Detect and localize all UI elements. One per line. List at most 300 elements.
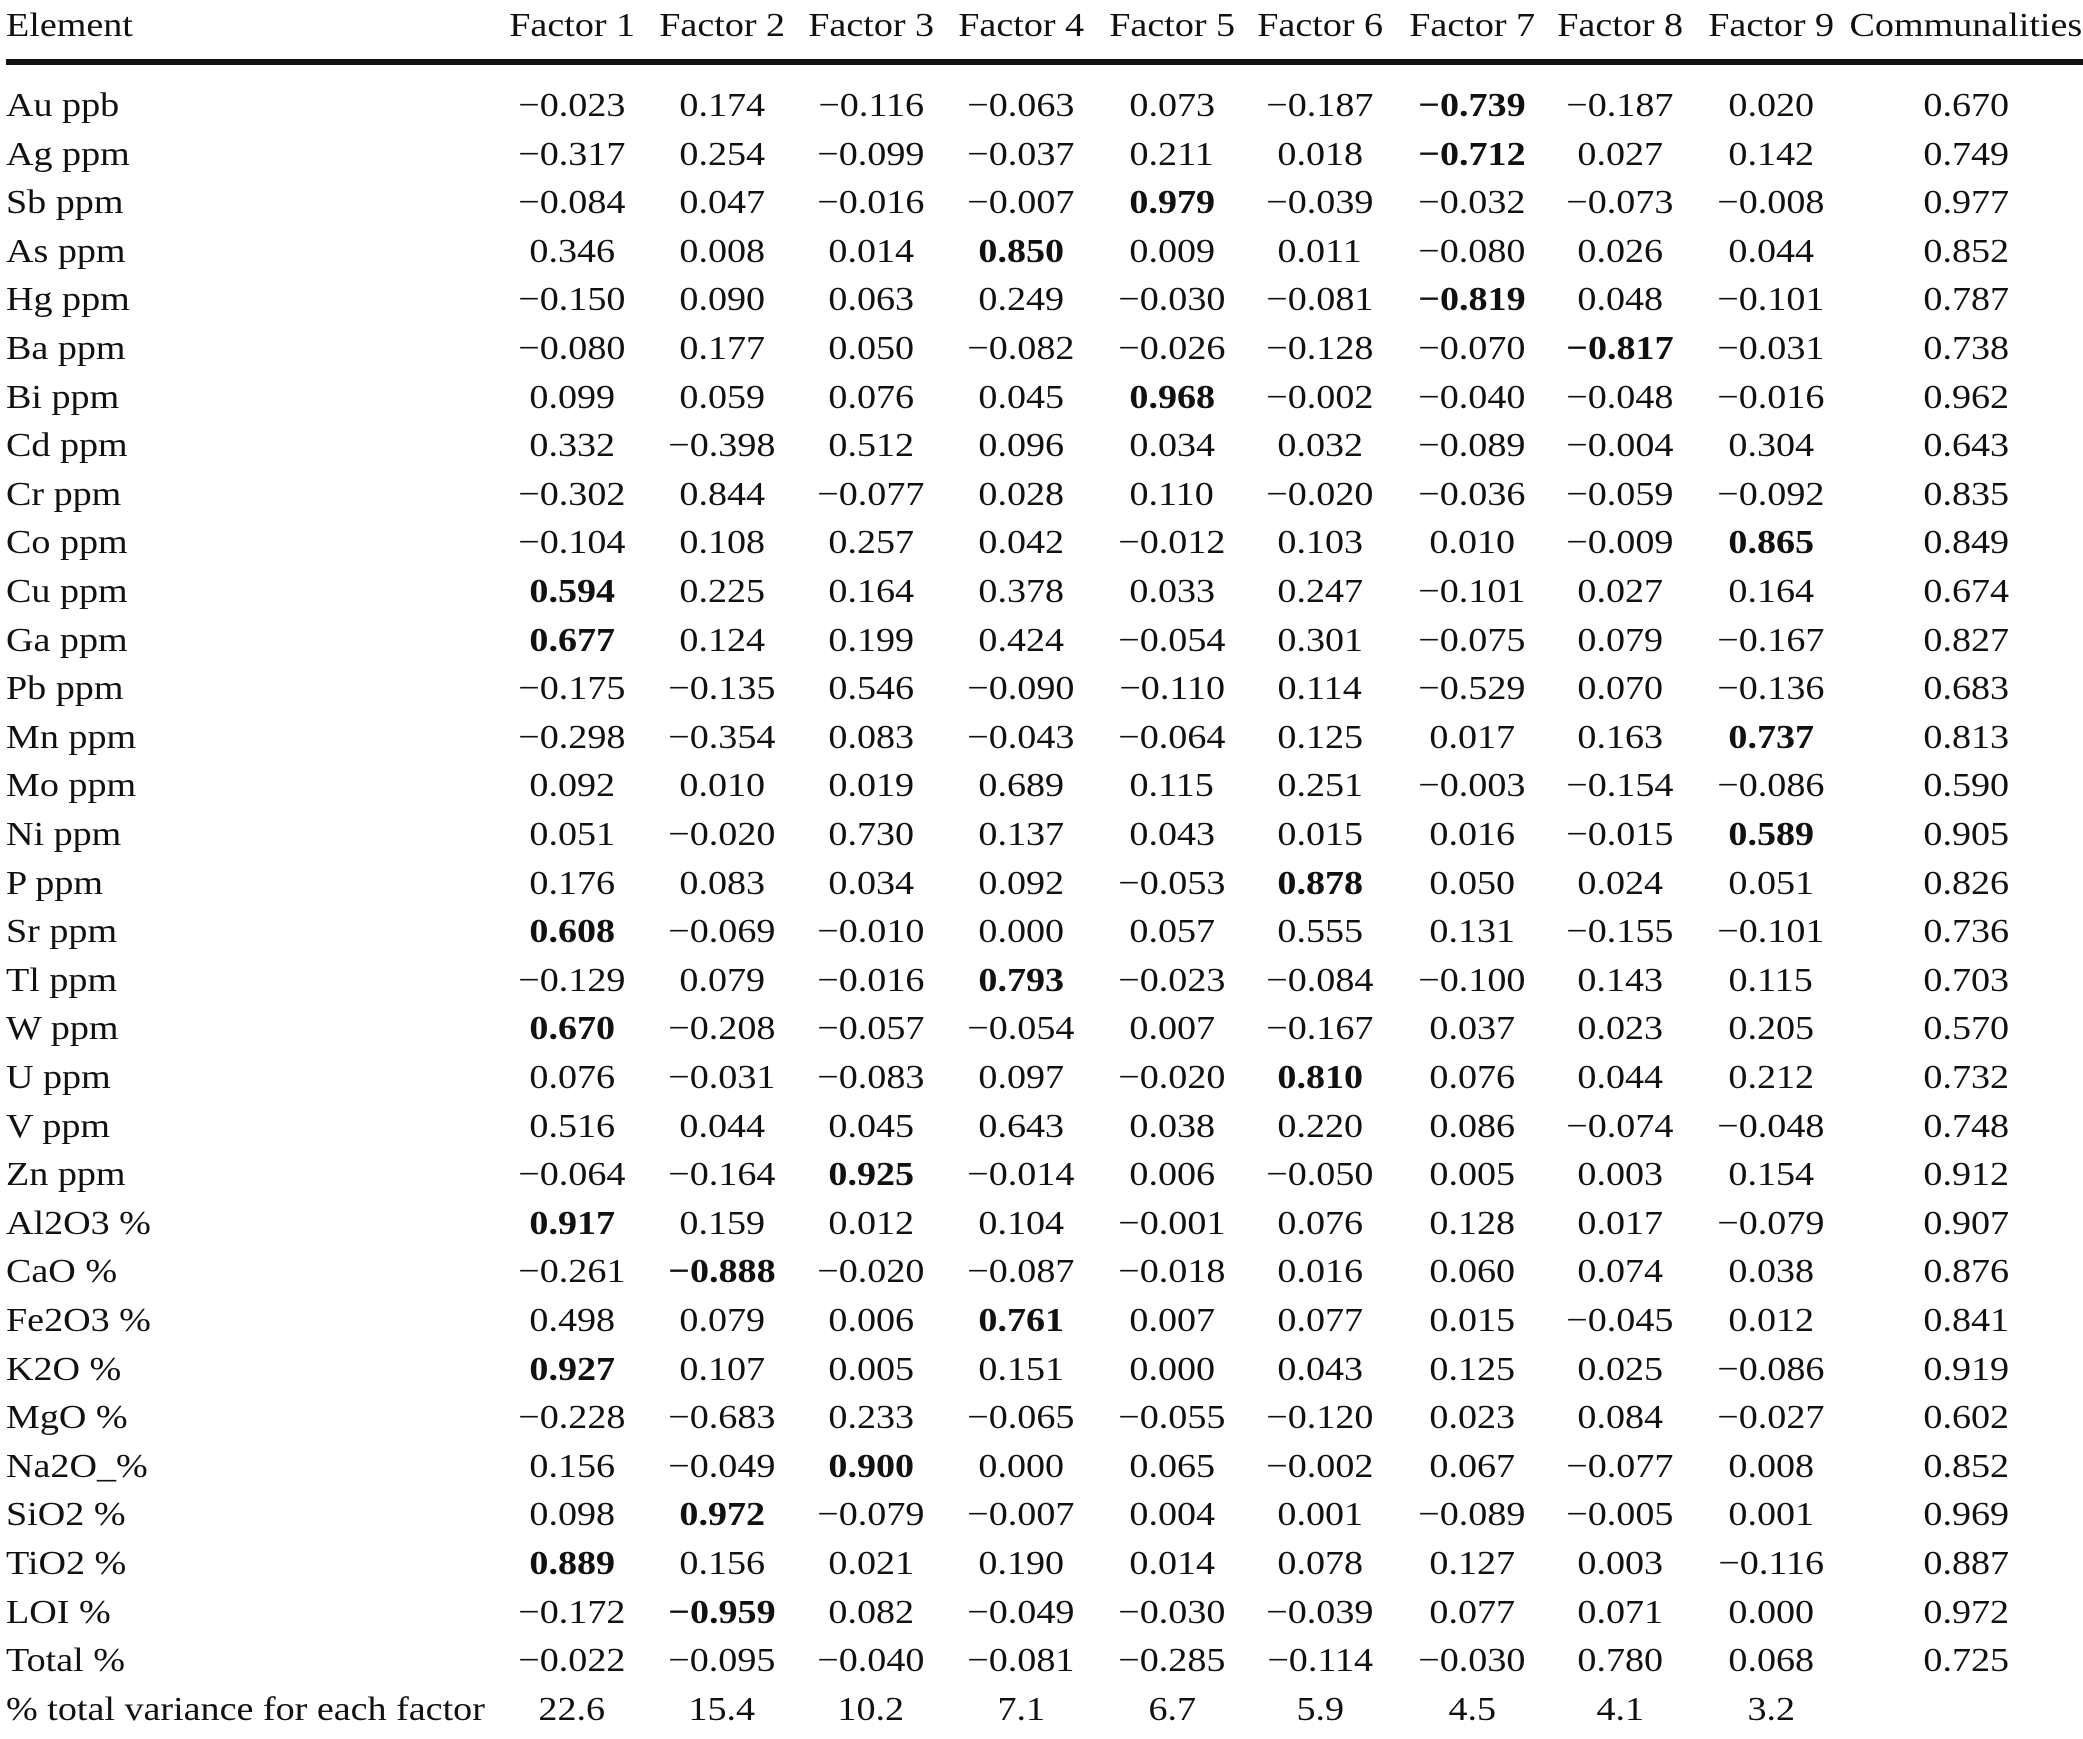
loading-value <box>1092 1058 1252 1098</box>
loading-value <box>941 1350 1101 1390</box>
loading-value <box>1240 1447 1400 1487</box>
loading-value <box>1392 523 1552 563</box>
loading-value <box>791 766 951 806</box>
cell-text: 0.905 <box>1923 816 2009 853</box>
cell-text: 0.137 <box>978 816 1064 853</box>
cell-text: 0.032 <box>1277 427 1363 465</box>
cell-text: −0.005 <box>1566 1496 1674 1534</box>
cell-text: 0.852 <box>1923 1447 2009 1485</box>
loading-value <box>1540 766 1700 806</box>
loading-value <box>1092 621 1252 661</box>
cell-text: −0.045 <box>1566 1302 1674 1339</box>
communality-value <box>1886 1058 2046 1098</box>
column-header-factor-7 <box>1387 6 1557 46</box>
cell-text: 0.220 <box>1277 1107 1363 1145</box>
cell-text: 15.4 <box>688 1690 756 1728</box>
cell-text: 0.092 <box>978 864 1064 902</box>
loading-value <box>941 523 1101 563</box>
cell-text: 0.082 <box>828 1593 914 1631</box>
cell-text: 0.919 <box>1923 1350 2009 1388</box>
loading-value <box>1392 183 1552 223</box>
column-header-factor-8 <box>1535 6 1705 46</box>
element-label-text: Hg ppm <box>6 281 130 319</box>
cell-text: 0.962 <box>1923 378 2009 416</box>
loading-value <box>1240 378 1400 418</box>
cell-text: 0.968 <box>1129 378 1215 416</box>
cell-text: 0.067 <box>1429 1447 1515 1485</box>
element-label-text: CaO % <box>6 1253 118 1291</box>
cell-text: −0.298 <box>518 718 626 756</box>
loading-value <box>642 1058 802 1098</box>
loading-value <box>642 1252 802 1292</box>
cell-text: 0.151 <box>978 1350 1064 1388</box>
element-label-text: Tl ppm <box>6 961 118 999</box>
cell-text: 0.212 <box>1728 1059 1814 1096</box>
element-label <box>6 864 103 904</box>
loading-value <box>941 1155 1101 1195</box>
cell-text: 0.097 <box>978 1059 1064 1096</box>
loading-value <box>1392 718 1552 758</box>
loading-value <box>1092 961 1252 1001</box>
cell-text: −0.154 <box>1566 767 1674 805</box>
cell-text: −0.057 <box>817 1010 925 1048</box>
loading-value <box>642 912 802 952</box>
cell-text: 5.9 <box>1296 1690 1344 1728</box>
loading-value <box>492 1495 652 1535</box>
loading-value <box>642 1447 802 1487</box>
loading-value <box>492 1301 652 1341</box>
element-label <box>6 815 122 855</box>
cell-text: 0.852 <box>1923 232 2009 270</box>
cell-text: −0.150 <box>518 281 626 319</box>
cell-text: −0.018 <box>1118 1253 1226 1291</box>
cell-text: 4.5 <box>1448 1690 1496 1728</box>
loading-value <box>1540 961 1700 1001</box>
loading-value <box>1540 1398 1700 1438</box>
loading-value <box>791 1593 951 1633</box>
loading-value <box>1092 1495 1252 1535</box>
cell-text: 0.063 <box>828 281 914 319</box>
loading-value <box>1691 1009 1851 1049</box>
cell-text: 0.378 <box>978 573 1064 610</box>
element-label <box>6 1058 111 1098</box>
loading-value <box>791 621 951 661</box>
cell-text: 10.2 <box>837 1690 905 1728</box>
element-label <box>6 1544 127 1584</box>
element-label-text: SiO2 % <box>6 1496 126 1534</box>
loading-value <box>1240 183 1400 223</box>
cell-text: −0.187 <box>1566 87 1674 124</box>
element-label <box>6 1301 151 1341</box>
loading-value <box>791 232 951 272</box>
element-label <box>6 961 118 1001</box>
loading-value <box>1691 1155 1851 1195</box>
cell-text: −0.053 <box>1118 864 1226 902</box>
loading-value <box>1240 86 1400 126</box>
loading-value <box>1691 718 1851 758</box>
cell-text: −0.398 <box>668 427 776 465</box>
cell-text: −0.129 <box>518 961 626 999</box>
loading-value <box>1691 329 1851 369</box>
loading-value <box>1240 329 1400 369</box>
cell-text: 0.005 <box>1429 1156 1515 1194</box>
cell-text: 0.900 <box>828 1447 914 1485</box>
loading-value <box>642 572 802 612</box>
communality-value <box>1886 669 2046 709</box>
element-label-text: Ag ppm <box>6 135 130 173</box>
element-label-text: Sr ppm <box>6 913 118 951</box>
loading-value <box>642 1641 802 1681</box>
cell-text: 0.332 <box>529 427 615 465</box>
loading-value <box>642 1495 802 1535</box>
cell-text: 0.050 <box>1429 864 1515 902</box>
loading-value <box>1240 621 1400 661</box>
cell-text: −0.079 <box>1717 1204 1825 1242</box>
loading-value <box>1392 426 1552 466</box>
cell-text: 0.011 <box>1277 232 1363 270</box>
cell-text: −0.003 <box>1418 767 1526 805</box>
loading-value <box>492 864 652 904</box>
cell-text: −0.101 <box>1717 913 1825 951</box>
cell-text: 0.346 <box>529 232 615 270</box>
cell-text: 0.865 <box>1728 524 1814 562</box>
element-label <box>6 1447 148 1487</box>
loading-value <box>1092 523 1252 563</box>
loading-value <box>1240 280 1400 320</box>
cell-text: 0.677 <box>529 621 615 659</box>
loading-value <box>1540 912 1700 952</box>
loading-value <box>1540 378 1700 418</box>
loading-value <box>941 864 1101 904</box>
loading-value <box>1691 1495 1851 1535</box>
cell-text: 0.516 <box>529 1107 615 1145</box>
cell-text: −0.208 <box>668 1010 776 1048</box>
communality-value <box>1886 1544 2046 1584</box>
loading-value <box>1392 1495 1552 1535</box>
loading-value <box>1691 1107 1851 1147</box>
cell-text: 0.098 <box>529 1496 615 1534</box>
cell-text: 0.127 <box>1429 1545 1515 1582</box>
element-label-text: Au ppb <box>6 87 120 124</box>
element-label-text: MgO % <box>6 1399 128 1437</box>
cell-text: −0.054 <box>967 1010 1075 1048</box>
loading-value <box>1392 378 1552 418</box>
loading-value <box>791 1398 951 1438</box>
element-label <box>6 912 118 952</box>
loading-value <box>941 280 1101 320</box>
cell-text: 0.927 <box>529 1350 615 1388</box>
loading-value <box>492 572 652 612</box>
cell-text: 0.007 <box>1129 1010 1215 1048</box>
cell-text: 0.780 <box>1577 1642 1663 1680</box>
loading-value <box>642 1593 802 1633</box>
loading-value <box>1691 1301 1851 1341</box>
cell-text: −0.007 <box>967 184 1075 222</box>
loading-value <box>1392 1544 1552 1584</box>
loading-value <box>1240 475 1400 515</box>
cell-text: 0.084 <box>1577 1399 1663 1437</box>
column-header-factor-9 <box>1686 6 1856 46</box>
cell-text: −0.089 <box>1418 427 1526 465</box>
loading-value <box>941 1252 1101 1292</box>
loading-value <box>791 1495 951 1535</box>
element-label <box>6 329 126 369</box>
element-label <box>6 621 128 661</box>
loading-value <box>791 475 951 515</box>
cell-text: 0.045 <box>978 378 1064 416</box>
loading-value <box>1240 1398 1400 1438</box>
communality-value <box>1886 1641 2046 1681</box>
cell-text: −0.080 <box>518 330 626 367</box>
cell-text: 0.003 <box>1577 1545 1663 1582</box>
loading-value <box>1540 1155 1700 1195</box>
loading-value <box>1540 86 1700 126</box>
loading-value <box>1240 572 1400 612</box>
loading-value <box>791 1544 951 1584</box>
loading-value <box>1392 1350 1552 1390</box>
cell-text: 0.000 <box>1728 1593 1814 1631</box>
loading-value <box>791 329 951 369</box>
cell-text: −0.081 <box>1266 281 1374 319</box>
cell-text: 0.844 <box>679 475 765 513</box>
loading-value <box>1540 135 1700 175</box>
loading-value <box>1092 1252 1252 1292</box>
communality-value <box>1886 1204 2046 1244</box>
cell-text: 0.045 <box>828 1107 914 1145</box>
loading-value <box>1540 669 1700 709</box>
cell-text: 0.000 <box>978 913 1064 951</box>
communality-value <box>1886 1495 2046 1535</box>
element-label <box>6 572 128 612</box>
cell-text: 0.090 <box>679 281 765 319</box>
cell-text: 0.037 <box>1429 1010 1515 1048</box>
loading-value <box>1392 86 1552 126</box>
cell-text: −0.077 <box>1566 1447 1674 1485</box>
loading-value <box>791 1690 951 1730</box>
loading-value <box>1240 1107 1400 1147</box>
communality-value <box>1886 572 2046 612</box>
column-header-label: Factor 3 <box>808 7 934 44</box>
cell-text: −0.049 <box>967 1593 1075 1631</box>
element-label-text: Zn ppm <box>6 1156 126 1194</box>
cell-text: 0.020 <box>1728 87 1814 124</box>
loading-value <box>1392 1641 1552 1681</box>
cell-text: 0.643 <box>1923 427 2009 465</box>
loading-value <box>941 1544 1101 1584</box>
loading-value <box>1092 1447 1252 1487</box>
cell-text: −0.059 <box>1566 475 1674 513</box>
communality-value <box>1886 523 2046 563</box>
cell-text: 0.000 <box>1129 1350 1215 1388</box>
loading-value <box>492 1204 652 1244</box>
loading-value <box>1540 1544 1700 1584</box>
cell-text: −0.099 <box>817 135 925 173</box>
loading-value <box>1392 1107 1552 1147</box>
element-label-text: LOI % <box>6 1593 111 1631</box>
loading-value <box>941 1495 1101 1535</box>
element-label-text: Ni ppm <box>6 816 122 853</box>
loading-value <box>1691 1204 1851 1244</box>
loading-value <box>1092 766 1252 806</box>
element-label <box>6 232 126 272</box>
loading-value <box>1540 1350 1700 1390</box>
cell-text: −0.888 <box>668 1253 776 1291</box>
cell-text: 0.096 <box>978 427 1064 465</box>
loading-value <box>1092 912 1252 952</box>
loading-value <box>1092 1155 1252 1195</box>
cell-text: −0.084 <box>1266 961 1374 999</box>
cell-text: 0.177 <box>679 330 765 367</box>
loading-value <box>1691 621 1851 661</box>
cell-text: −0.074 <box>1566 1107 1674 1145</box>
loading-value <box>1240 1690 1400 1730</box>
loading-value <box>941 183 1101 223</box>
element-label-text: Cd ppm <box>6 427 128 465</box>
loading-value <box>1691 86 1851 126</box>
cell-text: −0.055 <box>1118 1399 1226 1437</box>
cell-text: 0.027 <box>1577 135 1663 173</box>
loading-value <box>1540 1593 1700 1633</box>
element-label <box>6 426 128 466</box>
cell-text: −0.164 <box>668 1156 776 1194</box>
loading-value <box>1691 961 1851 1001</box>
cell-text: 0.071 <box>1577 1593 1663 1631</box>
cell-text: 0.051 <box>1728 864 1814 902</box>
communality-value <box>1886 1593 2046 1633</box>
loading-value <box>791 1155 951 1195</box>
loading-value <box>1540 475 1700 515</box>
loading-value <box>1392 135 1552 175</box>
element-label-text: Total % <box>6 1642 125 1680</box>
cell-text: 0.749 <box>1923 135 2009 173</box>
loading-value <box>1691 475 1851 515</box>
loading-value <box>1092 1301 1252 1341</box>
column-header-communalities <box>1846 6 2083 46</box>
loading-value <box>1092 1641 1252 1681</box>
communality-value <box>1886 718 2046 758</box>
loading-value <box>1540 621 1700 661</box>
cell-text: 0.010 <box>1429 524 1515 562</box>
cell-text: −0.079 <box>817 1496 925 1534</box>
cell-text: 0.008 <box>1728 1447 1814 1485</box>
cell-text: 0.670 <box>1923 87 2009 124</box>
cell-text: 6.7 <box>1148 1690 1196 1728</box>
loading-value <box>1092 232 1252 272</box>
loading-value <box>1691 669 1851 709</box>
loading-value <box>642 1690 802 1730</box>
loading-value <box>1691 864 1851 904</box>
cell-text: 0.034 <box>1129 427 1215 465</box>
cell-text: 0.023 <box>1577 1010 1663 1048</box>
cell-text: 0.028 <box>978 475 1064 513</box>
cell-text: 0.079 <box>679 1302 765 1339</box>
cell-text: 0.546 <box>828 670 914 708</box>
loading-value <box>1392 912 1552 952</box>
loading-value <box>1691 1690 1851 1730</box>
loading-value <box>1240 1252 1400 1292</box>
loading-value <box>642 1350 802 1390</box>
loading-value <box>941 1301 1101 1341</box>
cell-text: 0.016 <box>1277 1253 1363 1291</box>
cell-text: 0.849 <box>1923 524 2009 562</box>
loading-value <box>1092 183 1252 223</box>
loading-value <box>1092 1204 1252 1244</box>
loading-value <box>492 1009 652 1049</box>
loading-value <box>791 572 951 612</box>
loading-value <box>1691 1058 1851 1098</box>
cell-text: −0.023 <box>518 87 626 124</box>
element-label <box>6 1252 118 1292</box>
cell-text: 0.114 <box>1277 670 1363 708</box>
cell-text: 0.736 <box>1923 913 2009 951</box>
cell-text: 0.917 <box>529 1204 615 1242</box>
loading-value <box>1540 329 1700 369</box>
cell-text: 0.813 <box>1923 718 2009 756</box>
cell-text: 0.555 <box>1277 913 1363 951</box>
loading-value <box>642 426 802 466</box>
cell-text: 0.608 <box>529 913 615 951</box>
cell-text: 0.827 <box>1923 621 2009 659</box>
cell-text: 0.748 <box>1923 1107 2009 1145</box>
element-label-text: Mo ppm <box>6 767 137 805</box>
loading-value <box>642 183 802 223</box>
element-label-text: Ga ppm <box>6 621 128 659</box>
loading-value <box>492 232 652 272</box>
element-label <box>6 280 130 320</box>
loading-value <box>791 86 951 126</box>
loading-value <box>642 1107 802 1147</box>
cell-text: 0.670 <box>529 1010 615 1048</box>
communality-value <box>1886 864 2046 904</box>
cell-text: −0.317 <box>518 135 626 173</box>
loading-value <box>791 1058 951 1098</box>
loading-value <box>492 912 652 952</box>
loading-value <box>1392 1301 1552 1341</box>
element-label-text: Na2O_% <box>6 1447 148 1485</box>
loading-value <box>1691 1350 1851 1390</box>
cell-text: 0.233 <box>828 1399 914 1437</box>
cell-text: 0.012 <box>828 1204 914 1242</box>
loading-value <box>1240 864 1400 904</box>
loading-value <box>492 1350 652 1390</box>
communality-value <box>1886 329 2046 369</box>
element-label-text: Fe2O3 % <box>6 1302 151 1339</box>
cell-text: −0.031 <box>668 1059 776 1096</box>
column-header-factor-1 <box>487 6 657 46</box>
loading-value <box>941 1641 1101 1681</box>
cell-text: 0.979 <box>1129 184 1215 222</box>
communality-value <box>1886 621 2046 661</box>
cell-text: −0.228 <box>518 1399 626 1437</box>
cell-text: −0.016 <box>817 184 925 222</box>
loading-value <box>642 523 802 563</box>
loading-value <box>1240 766 1400 806</box>
cell-text: 0.033 <box>1129 573 1215 610</box>
cell-text: −0.167 <box>1717 621 1825 659</box>
cell-text: −0.101 <box>1717 281 1825 319</box>
loading-value <box>1392 1155 1552 1195</box>
cell-text: 0.211 <box>1129 135 1215 173</box>
loading-value <box>1092 669 1252 709</box>
loading-value <box>642 378 802 418</box>
loading-value <box>1540 1447 1700 1487</box>
cell-text: 0.912 <box>1923 1156 2009 1194</box>
cell-text: −0.010 <box>817 913 925 951</box>
cell-text: 0.076 <box>529 1059 615 1096</box>
column-header-factor-4 <box>936 6 1106 46</box>
loading-value <box>1392 475 1552 515</box>
cell-text: 0.076 <box>828 378 914 416</box>
